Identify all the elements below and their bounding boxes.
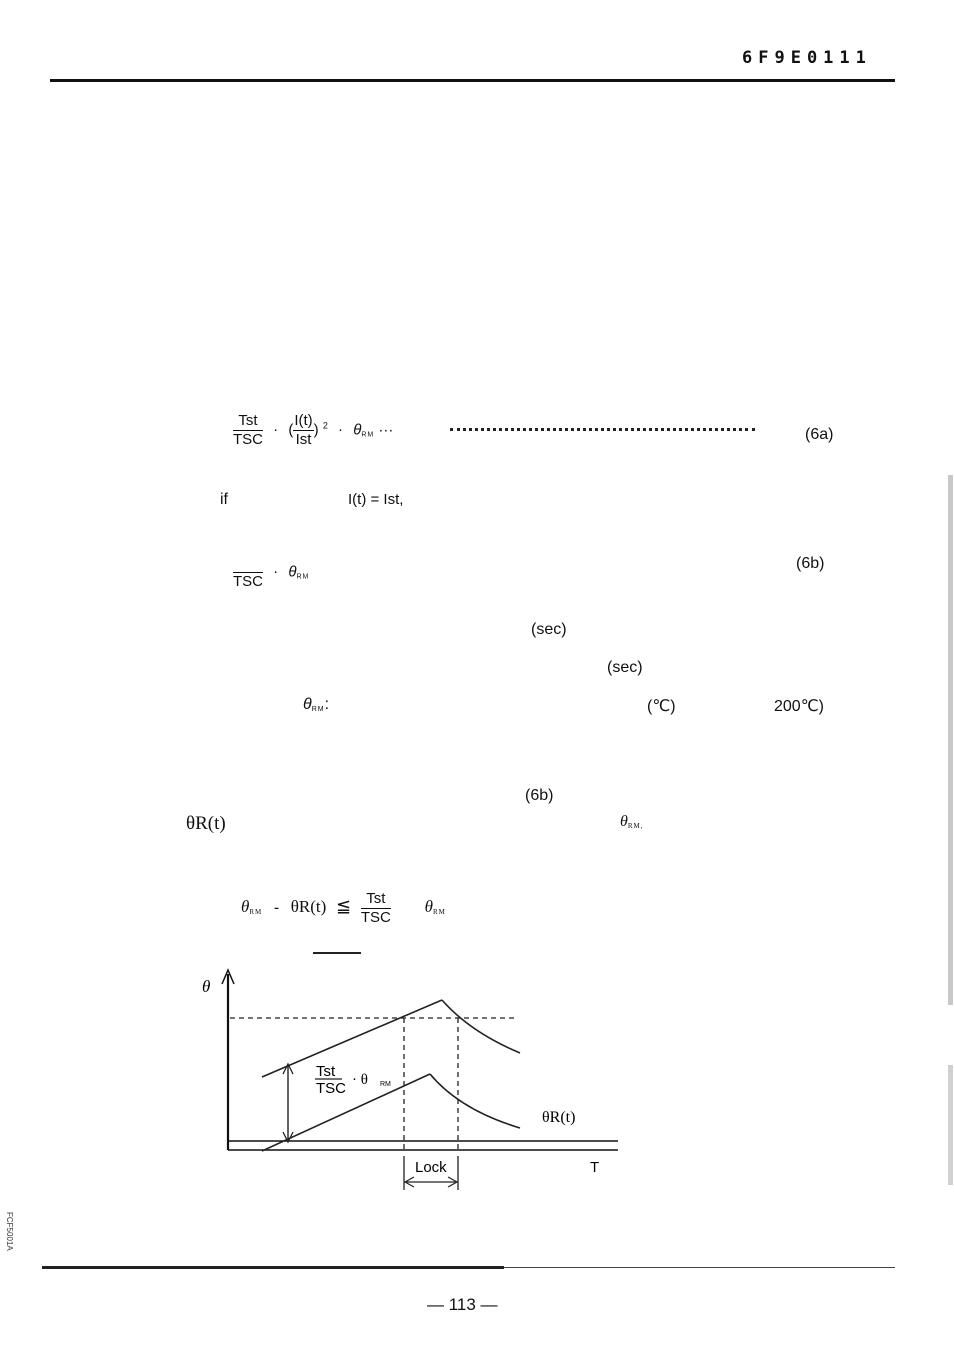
footer-rule-thick <box>42 1266 504 1269</box>
theta-rm-label: · θ <box>352 1072 368 1088</box>
fraction-denominator: TSC <box>360 909 391 926</box>
theta-symbol: θ <box>288 563 297 581</box>
temperature-graph <box>190 960 630 1200</box>
subscript: RM <box>361 431 375 439</box>
form-id: FCF5001A <box>5 1212 14 1251</box>
fraction-numerator: Tst <box>233 412 263 431</box>
document-code: 6F9E0111 <box>742 48 872 68</box>
margin-mark <box>948 475 953 1005</box>
inequality <box>241 890 446 927</box>
subscript: RM <box>380 1081 391 1088</box>
unit-seconds-2: (sec) <box>607 659 643 676</box>
close-paren: ) <box>313 421 319 439</box>
upper-curve-decay <box>442 1000 520 1053</box>
fraction-denominator: TSC <box>233 431 263 448</box>
fraction-numerator: Tst <box>316 1063 336 1080</box>
equation-label-6b: (6b) <box>796 555 825 572</box>
fraction-denominator: TSC <box>316 1080 346 1097</box>
subscript: RM <box>311 706 325 713</box>
fraction-tst-tsc <box>361 890 391 927</box>
minus-sign: - <box>274 899 280 916</box>
subscript: RM <box>433 907 446 916</box>
theta-symbol: θ <box>353 421 362 439</box>
dot-leader <box>450 428 755 431</box>
fraction-tsc <box>233 554 263 591</box>
equation-label-6a: (6a) <box>805 426 834 443</box>
subscript: RM <box>296 573 310 581</box>
degree-value: 200℃) <box>774 698 824 715</box>
theta-symbol: θ <box>620 813 628 830</box>
theta-rm-definition <box>303 696 329 714</box>
equation-6b <box>233 554 309 591</box>
subscript: RM <box>249 907 263 916</box>
header-rule <box>50 79 895 82</box>
if-word: if <box>220 491 228 508</box>
fraction-denominator: TSC <box>233 573 263 590</box>
ellipsis: ··· <box>378 421 394 439</box>
theta-r-t: θR(t) <box>186 813 226 834</box>
margin-mark <box>948 1065 953 1185</box>
condition-expression: I(t) = Ist, <box>348 491 404 508</box>
unit-seconds-1: (sec) <box>531 621 567 638</box>
equation-6a <box>233 412 393 449</box>
curve-label-theta-r-t: θR(t) <box>542 1109 576 1126</box>
exponent: 2 <box>322 420 328 431</box>
fraction-it-ist <box>293 412 313 449</box>
x-axis-label: T <box>590 1159 600 1176</box>
less-or-equal-sign: ≦ <box>336 895 352 916</box>
page-number: — 113 — <box>427 1295 498 1314</box>
colon: : <box>324 696 330 713</box>
fraction-tst-tsc <box>233 412 263 449</box>
lock-label: Lock <box>415 1159 447 1176</box>
small-mark <box>313 952 361 954</box>
theta-symbol: θ <box>303 696 312 713</box>
unit-degrees: (℃) <box>647 698 676 715</box>
fraction-numerator: Tst <box>361 890 391 909</box>
fraction-numerator: I(t) <box>294 412 313 429</box>
open-paren: ( <box>288 421 294 439</box>
subscript: RM, <box>627 822 644 830</box>
theta-symbol: θ <box>424 896 433 916</box>
theta-rm-reference <box>620 813 644 831</box>
fraction-denominator: Ist <box>295 431 312 448</box>
multiply-dot: · <box>338 421 344 439</box>
theta-r-t: θR(t) <box>290 896 327 916</box>
multiply-dot: · <box>273 563 279 581</box>
y-axis-label: θ <box>202 977 211 996</box>
reference-6b: (6b) <box>525 787 554 804</box>
lower-curve-decay <box>430 1074 520 1128</box>
theta-symbol: θ <box>241 896 250 916</box>
multiply-dot: · <box>273 421 279 439</box>
fraction-numerator <box>233 554 263 573</box>
